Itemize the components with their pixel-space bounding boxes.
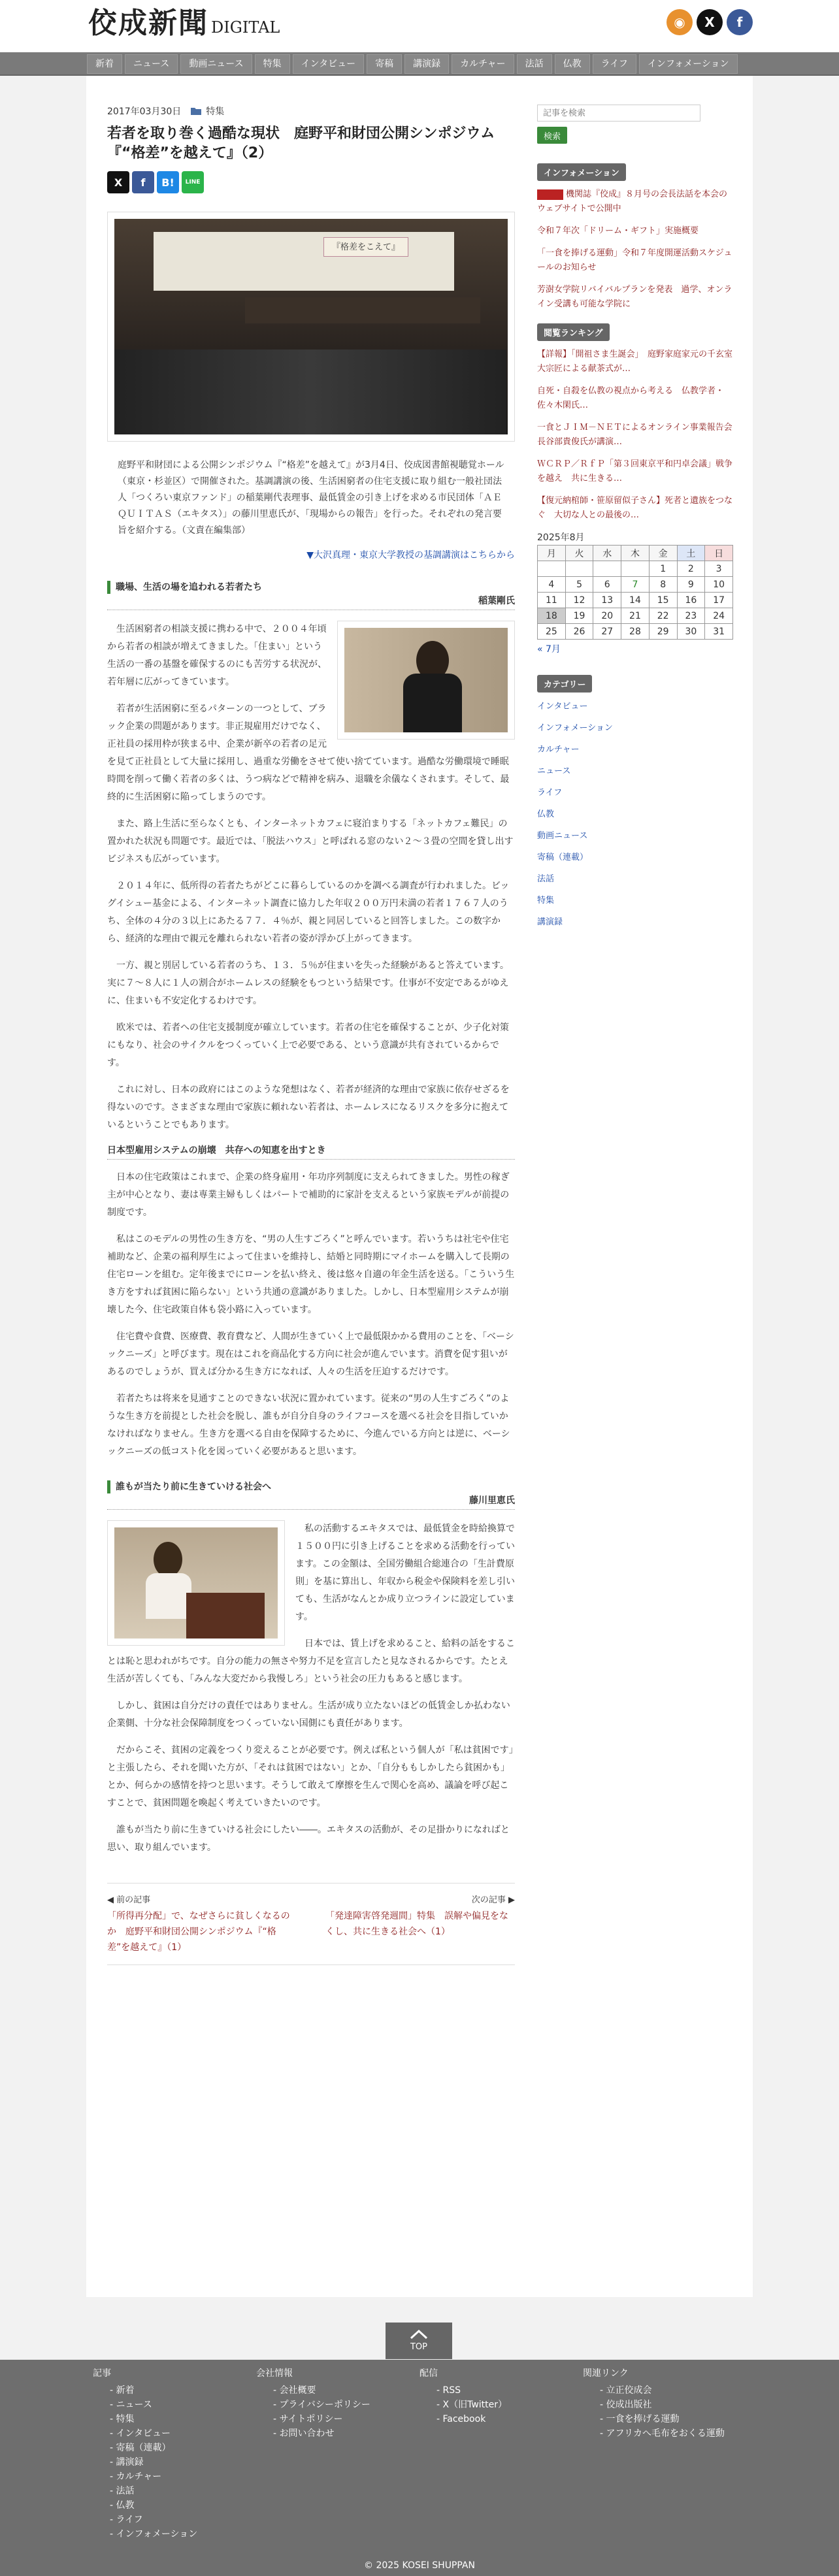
category-link[interactable]: カルチャー (537, 745, 580, 755)
footer-link-label: 寄稿（連載） (116, 2443, 171, 2453)
category-link[interactable]: 寄稿（連載） (537, 853, 589, 862)
social-links (666, 9, 753, 35)
calendar-day: 31 (705, 624, 733, 640)
prev-arrow-icon: ◀ (107, 1895, 114, 1905)
footer-link-label: Facebook (442, 2414, 486, 2424)
footer-link-label: RSS (442, 2385, 461, 2396)
category-link[interactable]: ライフ (537, 788, 563, 798)
footer-link-label: ライフ (116, 2515, 143, 2525)
subheading-1: 日本型雇用システムの崩壊 共存への知恵を出すとき (107, 1143, 515, 1160)
article-meta (107, 105, 515, 118)
footer-link[interactable]: - インタビュー (110, 2428, 171, 2439)
footer-link-label: プライバシーポリシー (279, 2400, 370, 2410)
keynote-link[interactable]: ▼大沢真理・東京大学教授の基調講演はこちらから (306, 550, 515, 561)
calendar-day (538, 561, 566, 577)
prev-label: 前の記事 (116, 1895, 151, 1905)
footer-link[interactable]: - 講演録 (110, 2457, 144, 2468)
footer-link-label: お問い合わせ (279, 2428, 335, 2439)
calendar-weekday: 金 (649, 546, 677, 561)
footer-column (420, 2366, 583, 2541)
category-link[interactable]: 仏教 (537, 809, 555, 819)
footer-link-label: 特集 (116, 2414, 135, 2424)
category-link[interactable]: インフォメーション (537, 723, 613, 733)
footer-link[interactable]: - インフォメーション (110, 2529, 198, 2539)
calendar-day: 21 (621, 608, 650, 624)
footer-link[interactable]: - 会社概要 (273, 2385, 316, 2396)
symposium-photo (114, 219, 508, 434)
footer-link[interactable]: - カルチャー (110, 2471, 162, 2482)
calendar-day: 22 (649, 608, 677, 624)
footer-column-title: 会社情報 (256, 2368, 293, 2379)
calendar-day: 7 (621, 577, 650, 593)
folder-icon (190, 106, 202, 116)
facebook-icon[interactable]: f (727, 9, 753, 35)
search-button[interactable]: 検索 (537, 127, 567, 144)
nav-item[interactable]: ニュース (125, 54, 178, 74)
nav-item[interactable]: 特集 (255, 54, 290, 74)
info-item[interactable] (537, 187, 733, 216)
footer-column-title: 配信 (420, 2368, 438, 2379)
info-list (537, 187, 733, 312)
footer-column (93, 2366, 256, 2541)
facebook-share-icon[interactable]: f (132, 171, 154, 193)
category-link[interactable]: 特集 (537, 896, 555, 905)
article-main-photo (107, 212, 515, 442)
paragraph: だからこそ、貧困の定義をつくり変えることが必要です。例えば私という個人が「私は貧困です」と主張したら、それを聞いた方が、「それは貧困ではない」とか、「自分ももしかしたら貧困かも」とか、何らかの感情を持つと思います。そうして敢えて摩擦を生んで関心を高め、議論を呼び起こすことで、貧困問題を喚起く考えていきたいのです。 (107, 1745, 514, 1808)
ranking-list (537, 348, 741, 523)
prev-article[interactable] (107, 1893, 297, 1955)
section-heading-2: 誰もが当たり前に生きていける社会へ (107, 1480, 515, 1493)
calendar-day: 5 (565, 577, 593, 593)
calendar (537, 545, 733, 640)
footer-link[interactable]: - ライフ (110, 2515, 143, 2525)
info-item[interactable] (537, 224, 733, 238)
paragraph: 私はこのモデルの男性の生き方を、“男の人生すごろく”と呼んでいます。若いうちは社宅や住宅補助など、企業の福利厚生によって住まいを維持し、結婚と同時期にマイホームを購入して長期の住宅ローンを組む。定年後までにローンを払い終え、後は悠々自適の年金生活を送る。「こういう生き方をすれば貧困に陥らない」という共通の意識がありました。しかし、日本型雇用システムが崩壊した今、住宅政策自体も袋小路に入っています。 (107, 1234, 515, 1315)
calendar-day: 10 (705, 577, 733, 593)
calendar-day: 29 (649, 624, 677, 640)
section-body-2 (107, 1520, 515, 1857)
calendar-day: 8 (649, 577, 677, 593)
paragraph: ２０１４年に、低所得の若者たちがどこに暮らしているのかを調べる調査が行われました。ビッグイシュー基金による、インターネット調査に協力した年収２００万円未満の若者１７６７人のうち、全体の４分の３以上にあたる７７．４％が、親と同居していると回答しました。この数字から、経済的な理由で親元を離れられない若者の姿が浮かび上がってきます。 (107, 881, 510, 944)
nav-item[interactable]: 新着 (87, 54, 122, 74)
article-category[interactable] (190, 105, 224, 118)
footer-link[interactable]: - 一食を捧げる運動 (600, 2414, 680, 2424)
banner-sign: 『格差をこえて』 (323, 237, 408, 257)
footer-link-label: サイトポリシー (279, 2414, 343, 2424)
calendar-day: 18 (538, 608, 566, 624)
info-item-label: 機関誌『佼成』８月号の会長法話を本会のウェブサイトで公開中 (537, 189, 728, 214)
hatena-share-icon[interactable]: B! (157, 171, 179, 193)
paragraph: 若者が生活困窮に至るパターンの一つとして、ブラック企業の問題があります。非正規雇用だけでなく、正社員の採用枠が狭まる中、企業が新卒の若者の足元を見て正社員として大量に採用し、過重な労働をさせて使い捨てています。過酷な労働環境で睡眠時間を削って働く若者の多くは、うつ病などで精神を病み、退職を余儀なくされます。そして、最終的に生活困窮に陥ってしまうのです。 (107, 704, 510, 802)
category-link[interactable]: ニュース (537, 766, 571, 776)
footer-link[interactable]: - サイトポリシー (273, 2414, 343, 2424)
footer-link[interactable]: - 佼成出版社 (600, 2400, 652, 2410)
footer-link-label: 新着 (116, 2385, 135, 2396)
section-body-1b (107, 1169, 515, 1461)
section-body-1 (107, 621, 515, 1134)
nav-item[interactable]: ライフ (593, 54, 636, 74)
footer-link[interactable]: - プライバシーポリシー (273, 2400, 370, 2410)
calendar-weekday: 月 (538, 546, 566, 561)
calendar-day: 19 (565, 608, 593, 624)
x-icon[interactable]: X (697, 9, 723, 35)
footer-link[interactable]: - 法話 (110, 2486, 135, 2496)
search-input[interactable] (537, 105, 700, 122)
inaba-photo (337, 621, 515, 740)
nav-item[interactable]: カルチャー (452, 54, 514, 74)
footer-link-label: ニュース (116, 2400, 152, 2410)
copyright: © 2025 KOSEI SHUPPAN (364, 2560, 475, 2571)
line-share-icon[interactable]: LINE (182, 171, 204, 193)
calendar-title: 2025年8月 (537, 532, 585, 543)
footer-column (583, 2366, 746, 2541)
paragraph: 住宅費や食費、医療費、教育費など、人間が生きていく上で最低限かかる費用のことを、「ベーシックニーズ」と呼びます。現在はこれを商品化する方向に社会が進んでいます。消費を促す狙いがあるのでしょうが、買えば分かる生き方になれば、人々の生活を圧迫するだけです。 (107, 1331, 514, 1377)
category-link[interactable]: 動画ニュース (537, 831, 588, 841)
footer-link[interactable]: - 寄稿（連載） (110, 2443, 171, 2453)
nav-item[interactable]: 法話 (517, 54, 552, 74)
footer-link-label: 立正佼成会 (606, 2385, 652, 2396)
paragraph: 一方、親と別居している若者のうち、１３．５％が住まいを失った経験があると答えています。実に７～８人に１人の割合がホームレスの経験をもつという結果です。仕事が不安定であるがゆえに、住まいも不安定化するわけです。 (107, 960, 509, 1006)
category-list (537, 699, 733, 927)
calendar-day (565, 561, 593, 577)
footer-link[interactable]: - アフリカへ毛布をおくる運動 (600, 2428, 725, 2439)
calendar-prev-link[interactable]: « 7月 (537, 644, 561, 655)
calendar-day (593, 561, 621, 577)
calendar-day: 11 (538, 593, 566, 608)
nav-item[interactable]: インフォメーション (639, 54, 738, 74)
paragraph: また、路上生活に至らなくとも、インターネットカフェに寝泊まりする「ネットカフェ難民」の置かれた状況も問題です。最近では、「脱法ハウス」と呼ばれる窓のない２～３畳の空間を貸し出すビジネスも広がっています。 (107, 819, 514, 864)
logo-main: 佼成新聞 (88, 7, 208, 40)
paragraph: しかし、貧困は自分だけの責任ではありません。生活が成り立たないほどの低賃金しか払わない企業側、十分な社会保障制度をつくっていない国側にも責任があります。 (107, 1701, 510, 1729)
calendar-day: 13 (593, 593, 621, 608)
paragraph: 日本の住宅政策はこれまで、企業の終身雇用・年功序列制度に支えられてきました。男性の稼ぎ主が中心となり、妻は専業主婦もしくはパートで補助的に家計を支えるという家族モデルが前提の制度です。 (107, 1172, 510, 1218)
calendar-day: 9 (677, 577, 705, 593)
footer-link-label: 佼成出版社 (606, 2400, 652, 2410)
page-container (86, 76, 753, 2297)
calendar-day: 4 (538, 577, 566, 593)
footer-link[interactable]: - 立正佼成会 (600, 2385, 652, 2396)
footer-link-label: カルチャー (116, 2471, 162, 2482)
footer-column (256, 2366, 420, 2541)
paragraph: 誰もが当たり前に生きていける社会にしたい――。エキタスの活動が、その足掛かりになればと思い、取り組んでいます。 (107, 1825, 510, 1853)
footer-link[interactable]: - Facebook (436, 2414, 486, 2424)
calendar-day: 17 (705, 593, 733, 608)
category-heading: カテゴリー (537, 675, 592, 693)
calendar-day: 12 (565, 593, 593, 608)
paragraph: 私の活動するエキタスでは、最低賃金を時給換算で１５００円に引き上げることを求める活動を行っています。この金額は、全国労働組合総連合の「生計費原則」を基に算出し、年収から税金や保険料を差し引いても、生活がなんとか成り立つラインに設定しています。 (295, 1524, 515, 1622)
calendar-day: 16 (677, 593, 705, 608)
new-badge (537, 189, 563, 200)
footer-link[interactable]: - RSS (436, 2385, 461, 2396)
nav-item[interactable]: 動画ニュース (180, 54, 252, 74)
calendar-weekday: 火 (565, 546, 593, 561)
calendar-day: 27 (593, 624, 621, 640)
footer-link-label: 仏教 (116, 2500, 135, 2511)
footer-link-label: 会社概要 (279, 2385, 316, 2396)
paragraph: これに対し、日本の政府にはこのような発想はなく、若者が経済的な理由で家族に依存せざるを得ないのです。さまざまな理由で家族に頼れない若者は、ホームレスになるリスクを多分に抱えているということでもあります。 (107, 1084, 510, 1130)
nav-item[interactable]: インタビュー (293, 54, 364, 74)
chevron-up-icon (409, 2329, 429, 2340)
next-title: 「発達障害啓発週間」特集 誤解や偏見をなくし、共に生きる社会へ（1） (325, 1911, 508, 1937)
article-pager (107, 1883, 515, 1965)
logo-sub: DIGITAL (211, 18, 280, 37)
info-heading: インフォメーション (537, 163, 626, 181)
article-date: 2017年03月30日 (107, 106, 182, 117)
calendar-day: 20 (593, 608, 621, 624)
site-logo[interactable] (88, 7, 280, 41)
footer-column-title: 記事 (93, 2368, 111, 2379)
calendar-day: 1 (649, 561, 677, 577)
author-fujikawa: 藤川里恵氏 (107, 1493, 515, 1510)
author-inaba: 稲葉剛氏 (107, 594, 515, 610)
info-item-label: 令和７年次「ドリーム・ギフト」実施概要 (537, 226, 699, 236)
calendar-weekday: 木 (621, 546, 650, 561)
category-link[interactable]: 講演録 (537, 917, 563, 927)
x-share-icon[interactable]: X (107, 171, 129, 193)
footer-link[interactable]: - 特集 (110, 2414, 135, 2424)
footer-column-title: 関連リンク (583, 2368, 629, 2379)
calendar-day: 6 (593, 577, 621, 593)
category-label: 特集 (206, 106, 225, 117)
article-title: 若者を取り巻く過酷な現状 庭野平和財団公開シンポジウム『“格差”を越えて』（2） (107, 125, 495, 161)
calendar-day: 26 (565, 624, 593, 640)
calendar-day: 2 (677, 561, 705, 577)
info-item-label: 芳澍女学院リバイバルプランを発表 過学、オンライン受講も可能な学院に (537, 285, 732, 309)
article-lead: 庭野平和財団による公開シンポジウム『“格差”を越えて』が3月4日、佼成図書館視聴覚ホール（東京・杉並区）で開催された。基調講演の後、生活困窮者の住宅支援に取り組む一般社団法人「つくろい東京ファンド」の稲葉剛代表理事、最低賃金の引き上げを求める市民団体「ＡＥＱＵＩＴＡＳ（エキタス）」の藤川里恵氏が、「現場からの報告」を行った。それぞれの発言要旨を紹介する。（文責在編集部） (118, 460, 504, 536)
footer-link-label: インフォメーション (116, 2529, 198, 2539)
sidebar (537, 105, 741, 936)
footer-link-label: インタビュー (116, 2428, 171, 2439)
prev-title: 「所得再分配」で、なぜさらに貧しくなるのか 庭野平和財団公開シンポジウム『“格差”を越えて』（1） (107, 1911, 290, 1953)
calendar-day: 3 (705, 561, 733, 577)
footer-link[interactable]: - 仏教 (110, 2500, 135, 2511)
ranking-item[interactable]: 自死・自殺を仏教の視点から考える 仏教学者・佐々木閑氏… (537, 386, 725, 410)
next-label: 次の記事 (471, 1895, 506, 1905)
calendar-weekday: 水 (593, 546, 621, 561)
calendar-day: 30 (677, 624, 705, 640)
calendar-day: 23 (677, 608, 705, 624)
footer-link[interactable]: - 新着 (110, 2385, 135, 2396)
footer-link[interactable]: - X（旧Twitter） (436, 2400, 508, 2410)
nav-item[interactable]: 講演録 (404, 54, 449, 74)
section-heading-1: 職場、生活の場を追われる若者たち (107, 581, 515, 594)
footer-link[interactable]: - お問い合わせ (273, 2428, 335, 2439)
share-buttons (107, 171, 515, 193)
calendar-day (621, 561, 650, 577)
rss-icon[interactable]: ◉ (666, 9, 693, 35)
nav-item[interactable]: 寄稿 (367, 54, 402, 74)
calendar-day: 15 (649, 593, 677, 608)
category-link[interactable]: インタビュー (537, 702, 588, 711)
paragraph: 日本では、賃上げを求めること、給料の話をすることは恥と思われがちです。自分の能力の無さや努力不足を宣言したと見なされるからです。たとえ生活が苦しくても、「みんな大変だから我慢しろ」という社会の圧力もあると感じます。 (107, 1639, 515, 1684)
calendar-day: 28 (621, 624, 650, 640)
paragraph: 若者たちは将来を見通すことのできない状況に置かれています。従来の“男の人生すごろく”のような生き方を前提とした社会を脱し、誰もが自分自身のライフコースを選べる社会を目指していかなければなりません。生き方を選べる自由を保障するために、今進んでいる方向とは逆に、ベーシックニーズの低コスト化を図っていく必要があると思います。 (107, 1394, 510, 1457)
site-header (0, 0, 839, 52)
site-footer (0, 2360, 839, 2576)
search-form (537, 105, 733, 144)
calendar-day: 24 (705, 608, 733, 624)
back-to-top-button[interactable] (386, 2323, 452, 2359)
article-main (107, 105, 515, 1965)
footer-link-label: アフリカへ毛布をおくる運動 (606, 2428, 725, 2439)
footer-link[interactable]: - ニュース (110, 2400, 152, 2410)
ranking-item[interactable]: ＷＣＲＰ／ＲｆＰ「第３回東京平和円卓会議」戦争を越え 共に生きる… (537, 459, 733, 483)
nav-item[interactable]: 仏教 (555, 54, 590, 74)
paragraph: 欧米では、若者への住宅支援制度が確立しています。若者の住宅を確保することが、少子化対策にもなり、社会のサイクルをつくっていく上で必要である、という意識が共有されているからです。 (107, 1022, 509, 1068)
calendar-weekday: 土 (677, 546, 705, 561)
info-item[interactable] (537, 246, 733, 275)
footer-link-label: 一食を捧げる運動 (606, 2414, 680, 2424)
footer-link-label: 法話 (116, 2486, 135, 2496)
next-article[interactable] (325, 1893, 515, 1955)
fujikawa-photo (107, 1520, 285, 1646)
next-arrow-icon: ▶ (508, 1895, 515, 1905)
info-item-label: 「一食を捧げる運動」令和７年度開運活動スケジュールのお知らせ (537, 248, 732, 272)
ranking-item[interactable]: 【復元納棺師・笹原留似子さん】死者と遺族をつなぐ 大切な人との最後の… (537, 496, 733, 520)
category-link[interactable]: 法話 (537, 874, 555, 884)
calendar-weekday: 日 (705, 546, 733, 561)
calendar-day: 14 (621, 593, 650, 608)
totop-label: TOP (410, 2342, 427, 2352)
footer-link-label: 講演録 (116, 2457, 144, 2468)
ranking-heading: 閲覧ランキング (537, 323, 610, 341)
info-item[interactable] (537, 283, 733, 312)
calendar-day: 25 (538, 624, 566, 640)
paragraph: 生活困窮者の相談支援に携わる中で、２００４年頃から若者の相談が増えてきました。「住まい」という生活の一番の基盤を確保するのにも苦労する状況が、若年層に広がってきています。 (107, 624, 327, 687)
ranking-item[interactable]: 一食とＪＩＭ－ＮＥＴによるオンライン事業報告会 長谷部貴俊氏が講演… (537, 423, 741, 447)
ranking-item[interactable]: 【詳報】「開祖さま生誕会」 庭野家庭家元の千玄室大宗匠による献茶式が… (537, 350, 733, 374)
global-nav (0, 52, 839, 76)
footer-link-label: X（旧Twitter） (442, 2400, 508, 2410)
